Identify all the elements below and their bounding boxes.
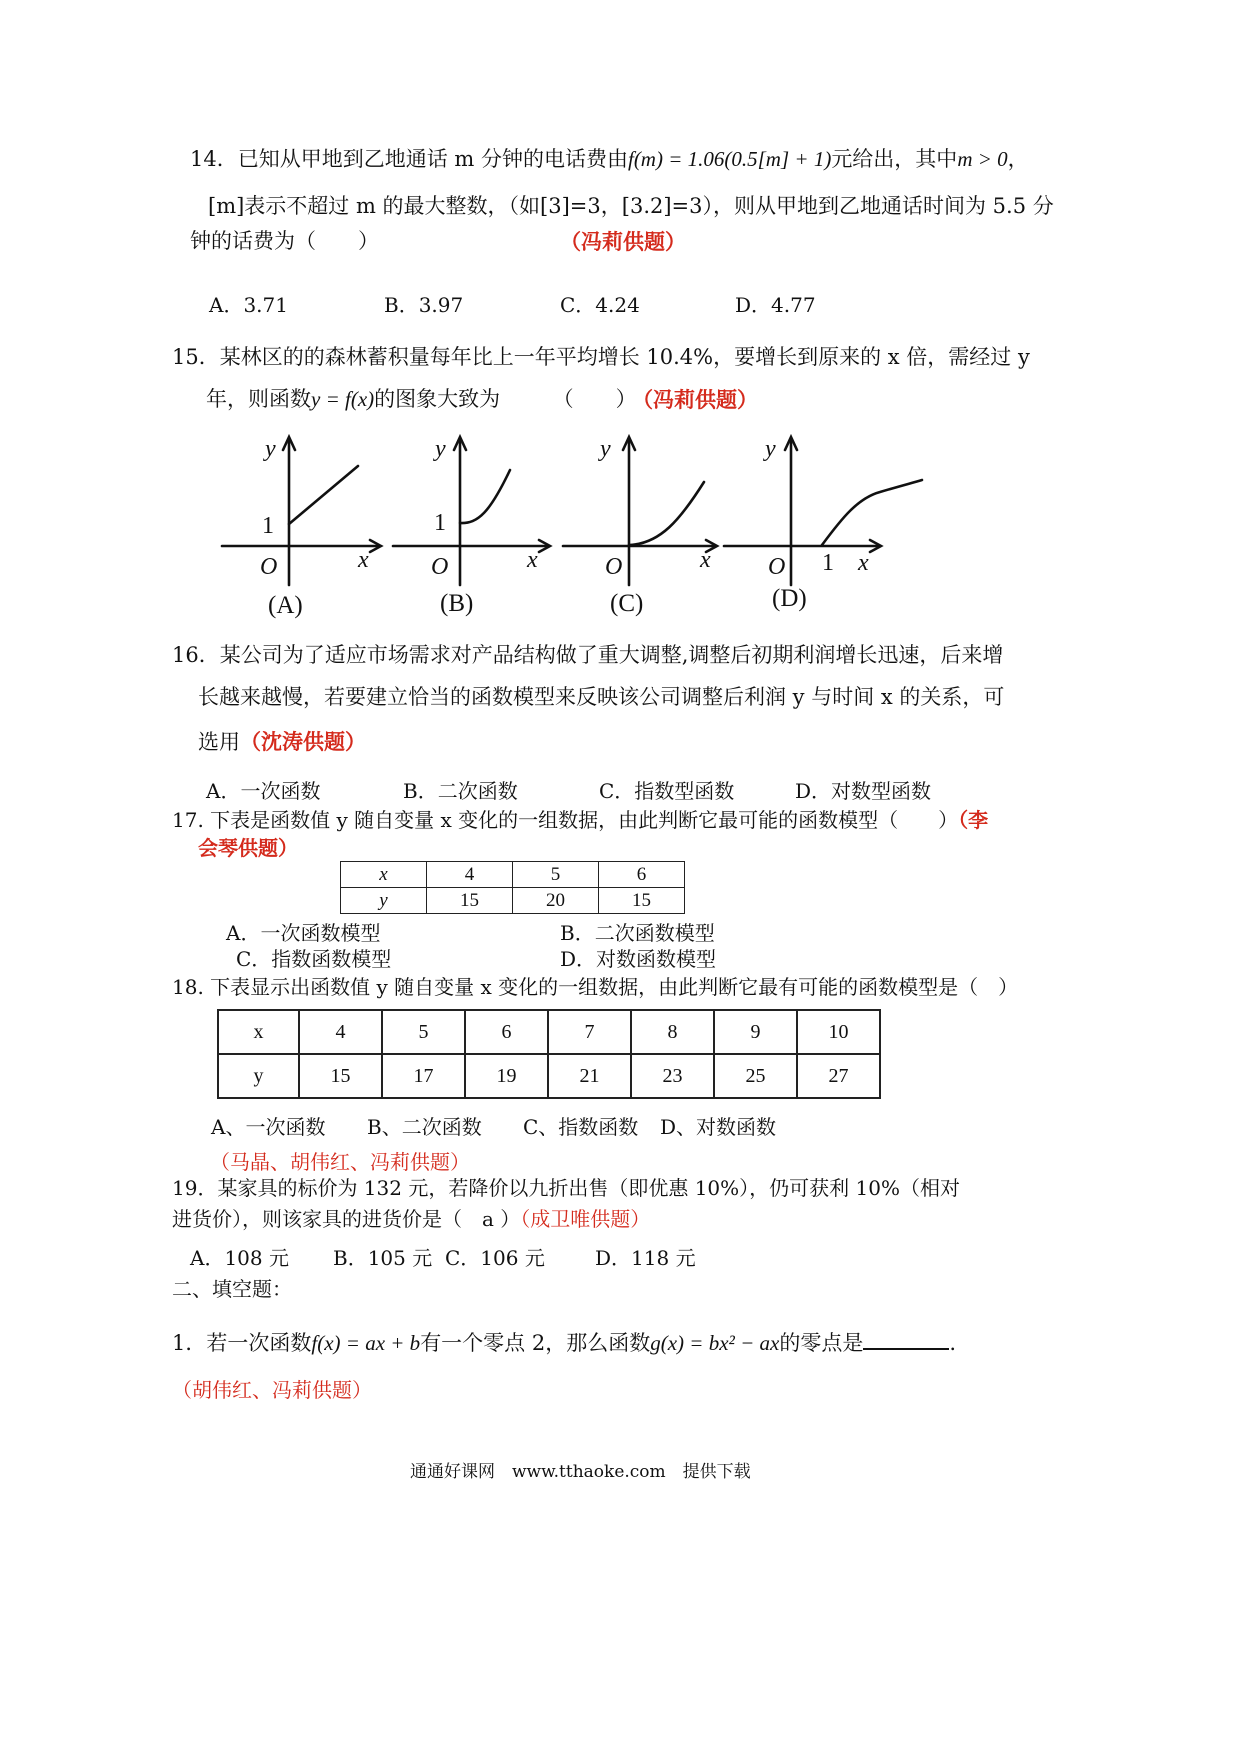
graph-b-x-label: x bbox=[527, 547, 538, 573]
table-cell: 6 bbox=[465, 1010, 548, 1054]
q14-option-c: C．4.24 bbox=[560, 293, 640, 317]
q14-condition: m > 0 bbox=[957, 147, 1008, 171]
graph-b-origin: O bbox=[431, 554, 449, 580]
q16-option-c: C．指数型函数 bbox=[599, 779, 735, 803]
q14-line3: 钟的话费为（ ） bbox=[190, 229, 379, 253]
graph-c-x-label: x bbox=[700, 547, 711, 573]
s2q1-text-c: 的零点是 bbox=[779, 1331, 864, 1355]
q19-option-a: A．108 元 bbox=[190, 1246, 289, 1270]
q17-option-c: C．指数函数模型 bbox=[236, 947, 392, 971]
graph-b-one-label: 1 bbox=[434, 510, 446, 536]
table-row bbox=[341, 862, 685, 888]
s2q1-formula-f: f(x) = ax + b bbox=[311, 1331, 421, 1355]
table-header: y bbox=[341, 888, 427, 914]
table-cell: 20 bbox=[513, 888, 599, 914]
q14-text-c: ， bbox=[1007, 147, 1029, 171]
q18-line1: 18. 下表显示出函数值 y 随自变量 x 变化的一组数据，由此判断它最有可能的函数模型是（ ） bbox=[172, 975, 1019, 999]
table-cell: 23 bbox=[631, 1054, 714, 1098]
q18-option-d: D、对数函数 bbox=[660, 1115, 777, 1139]
q15-source: （冯莉供题） bbox=[632, 387, 758, 412]
q19-source: （成卫唯供题） bbox=[520, 1207, 651, 1231]
graph-a-y-label: y bbox=[265, 436, 276, 462]
table-cell: 15 bbox=[299, 1054, 382, 1098]
q19-line1: 19．某家具的标价为 132 元，若降价以九折出售（即优惠 10%），仍可获利 10%（相对 bbox=[172, 1176, 960, 1200]
table-cell: 4 bbox=[299, 1010, 382, 1054]
table-header: y bbox=[218, 1054, 299, 1098]
q17-option-a: A．一次函数模型 bbox=[226, 921, 381, 945]
table-cell: 25 bbox=[714, 1054, 797, 1098]
q18-source: （马晶、胡伟红、冯莉供题） bbox=[210, 1150, 470, 1174]
section2-q1 bbox=[172, 1330, 956, 1354]
q16-line2: 长越来越慢，若要建立恰当的函数模型来反映该公司调整后利润 y 与时间 x 的关系，可 bbox=[198, 685, 1005, 709]
graph-d-y-label: y bbox=[765, 436, 776, 462]
q16-line1: 16．某公司为了适应市场需求对产品结构做了重大调整,调整后初期利润增长迅速，后来增 bbox=[172, 643, 1004, 667]
q18-option-b: B、二次函数 bbox=[367, 1115, 482, 1139]
page-footer: 通通好课网 www.tthaoke.com 提供下载 bbox=[410, 1462, 751, 1482]
s2q1-end: . bbox=[949, 1331, 957, 1355]
table-cell: 15 bbox=[427, 888, 513, 914]
q17-option-b: B．二次函数模型 bbox=[560, 921, 715, 945]
q14-option-b: B．3.97 bbox=[384, 293, 464, 317]
table-cell: 5 bbox=[513, 862, 599, 888]
section2-title: 二、填空题： bbox=[172, 1277, 292, 1301]
graph-d-x-label: x bbox=[858, 550, 869, 576]
q15-line1: 15．某林区的的森林蓄积量每年比上一年平均增长 10.4%，要增长到原来的 x 倍，需经过 y bbox=[172, 345, 1030, 369]
graph-c-caption: (C) bbox=[610, 590, 644, 617]
graph-a-curve bbox=[289, 466, 358, 524]
q16-source: （沈涛供题） bbox=[240, 729, 366, 754]
table-row bbox=[218, 1054, 880, 1098]
q14-text-a: 14．已知从甲地到乙地通话 m 分钟的电话费由 bbox=[190, 147, 628, 171]
graph-a-x-label: x bbox=[358, 547, 369, 573]
s2q1-formula-g: g(x) = bx² − ax bbox=[650, 1331, 780, 1355]
q16-option-b: B．二次函数 bbox=[403, 779, 518, 803]
graph-b-y-label: y bbox=[435, 436, 446, 462]
table-cell: 19 bbox=[465, 1054, 548, 1098]
q19-line2 bbox=[172, 1209, 650, 1229]
graph-d-one-label: 1 bbox=[822, 550, 834, 576]
q17-line1 bbox=[172, 810, 988, 830]
q18-table bbox=[217, 1009, 881, 1099]
q14-formula: f(m) = 1.06(0.5[m] + 1) bbox=[627, 147, 832, 171]
table-header: x bbox=[341, 862, 427, 888]
graph-b-caption: (B) bbox=[440, 590, 474, 617]
table-cell: 27 bbox=[797, 1054, 880, 1098]
q19-text: 进货价），则该家具的进货价是（ a ） bbox=[172, 1207, 521, 1231]
table-cell: 17 bbox=[382, 1054, 465, 1098]
table-cell: 21 bbox=[548, 1054, 631, 1098]
table-cell: 10 bbox=[797, 1010, 880, 1054]
graph-c-origin: O bbox=[605, 554, 623, 580]
table-cell: 5 bbox=[382, 1010, 465, 1054]
graph-a-origin: O bbox=[260, 554, 278, 580]
q16-option-a: A．一次函数 bbox=[206, 779, 321, 803]
q14-option-a: A．3.71 bbox=[209, 293, 288, 317]
q17-source-a: （李 bbox=[958, 808, 989, 832]
q15-formula: y = f(x) bbox=[311, 387, 375, 411]
table-cell: 8 bbox=[631, 1010, 714, 1054]
q19-option-d: D．118 元 bbox=[595, 1246, 696, 1270]
table-cell: 15 bbox=[599, 888, 685, 914]
q19-option-b: B．105 元 bbox=[333, 1246, 433, 1270]
graph-c-y-label: y bbox=[600, 436, 611, 462]
table-cell: 9 bbox=[714, 1010, 797, 1054]
graph-a-one-label: 1 bbox=[262, 513, 274, 539]
q16-line3 bbox=[198, 731, 366, 753]
table-row bbox=[218, 1010, 880, 1054]
graph-a-caption: (A) bbox=[268, 592, 303, 619]
table-row bbox=[341, 888, 685, 914]
q17-source-b: 会琴供题） bbox=[198, 836, 298, 860]
q17-table bbox=[340, 861, 685, 914]
graph-d-curve bbox=[822, 480, 922, 545]
section2-source: （胡伟红、冯莉供题） bbox=[172, 1378, 372, 1402]
q15-text-b: 的图象大致为 （ ） bbox=[374, 387, 637, 411]
q18-option-c: C、指数函数 bbox=[523, 1115, 639, 1139]
q17-text: 17. 下表是函数值 y 随自变量 x 变化的一组数据，由此判断它最可能的函数模型（ ） bbox=[172, 808, 959, 832]
q16-text: 选用 bbox=[198, 730, 240, 754]
q16-option-d: D．对数型函数 bbox=[795, 779, 932, 803]
s2q1-text-a: 1．若一次函数 bbox=[172, 1331, 312, 1355]
q14-option-d: D．4.77 bbox=[735, 293, 816, 317]
q14-source: （冯莉供题） bbox=[560, 229, 686, 254]
table-cell: 4 bbox=[427, 862, 513, 888]
q14-line2: [m]表示不超过 m 的最大整数，（如[3]=3，[3.2]=3），则从甲地到乙地通话时间为 5.5 分 bbox=[208, 194, 1054, 218]
graph-c-curve bbox=[629, 482, 704, 545]
graph-d-origin: O bbox=[768, 554, 786, 580]
q15-text-a: 年，则函数 bbox=[206, 387, 311, 411]
q14-text-b: 元给出，其中 bbox=[831, 147, 958, 171]
answer-blank[interactable] bbox=[863, 1330, 949, 1350]
graph-d-caption: (D) bbox=[772, 585, 807, 612]
table-header: x bbox=[218, 1010, 299, 1054]
graph-b-curve bbox=[460, 470, 510, 523]
table-cell: 7 bbox=[548, 1010, 631, 1054]
q17-option-d: D．对数函数模型 bbox=[560, 947, 717, 971]
q19-option-c: C．106 元 bbox=[445, 1246, 545, 1270]
table-cell: 6 bbox=[599, 862, 685, 888]
s2q1-text-b: 有一个零点 2，那么函数 bbox=[420, 1331, 651, 1355]
q18-option-a: A、一次函数 bbox=[211, 1115, 326, 1139]
